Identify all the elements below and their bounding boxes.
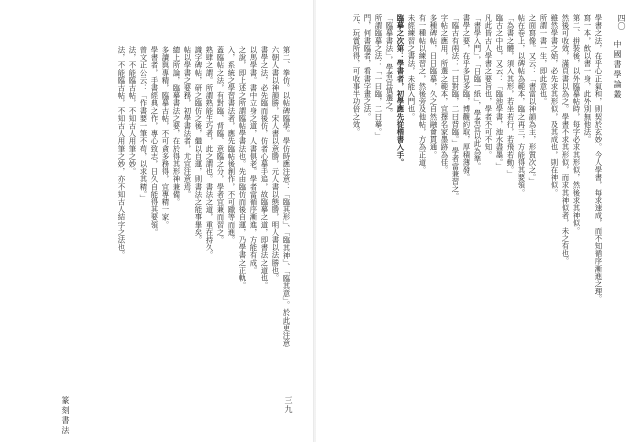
left-page-number: 三九 (284, 396, 293, 414)
text-column: 所謂臨摹之法：「一曰臨，二曰摹。」 (374, 14, 383, 140)
text-column: 以馬學書。書中立身之道，人書俱老。學者當循序漸進，方能有成。 (249, 46, 258, 274)
text-column: 多讀與專精，臨摹古帖，不可貪多務得，宜專精一家。 (161, 46, 170, 229)
right-page-number: 四〇 (617, 14, 626, 30)
text-column: 之面寫像。又云：「書當以神韻為主，形質次之。」 (528, 14, 537, 186)
text-column: 「臨古有兩法：一曰對臨，二曰背臨。」學者當兼習之。 (451, 14, 460, 201)
text-column: 第二、拳仿。以帖碑臨學。學仿時應注意：「臨其形」、「臨其神」、「臨其意」。於此更注意 (282, 46, 291, 347)
left-page (0, 0, 314, 442)
text-column: 入，系統之學習書法者，應先臨帖後創作，不可躐等而進。 (227, 46, 236, 244)
text-column: 未經練習之書法，未能入門也。 (407, 14, 416, 121)
text-column: 法，不能臨古帖，不知古人用筆之妙。 (128, 46, 137, 176)
text-column: 「臨摹書法」，學者宜慎選之。 (385, 14, 394, 117)
text-column: 帖以學書之要務，初學書法者，尤宜注意焉。 (183, 46, 192, 198)
text-column: 臨古之中也，又云：「臨池學書，池水盡墨。」 (495, 14, 504, 170)
text-column: 熟肆之謂。所謂熟能生巧者，此之謂也。書法之道，重在持久。 (205, 46, 214, 259)
text-column: 帖在卷上，以碑帖為範本，臨之再三，方能得其要領。 (517, 14, 526, 197)
text-column: 蓋臨帖之法，有對臨、背臨、意臨之分，學者宜兼而習之。 (216, 46, 225, 244)
text-column: 曾文正公云：「作書要一筆不苟，以求其精。」 (139, 46, 148, 202)
text-column: 六朝人書以神韻勝，宋人書以意勝，元人書以態勝，明人書以法勝也。 (271, 46, 280, 282)
right-page (316, 0, 630, 442)
text-column: 第二、拼裝後，以外臨摹帖時，每字必求其形似，然後求其神似。 (572, 14, 581, 235)
text-column: 雖然學書之始，必先求其形似，及其成也，則在神似。 (550, 14, 559, 197)
text-column: 書學之法，必先臨而後仿，仿者心摹手追，故臨摹之道，即書法之道也。 (260, 46, 269, 290)
text-column: 凡此皆古人學書之要旨也，學者不可不知。 (484, 14, 493, 159)
text-column: 「書學入門」，「日臨一紙」，學者宜以此為準。 (473, 14, 482, 171)
text-column: 法，不能臨古帖，不知古人用筆之妙，亦不知古人結字之法也。 (117, 46, 126, 259)
text-column: 總上所論，臨摹書法之要，在於得其形神兼備。 (172, 46, 181, 206)
left-folio-title: 篆刻書法 (61, 396, 70, 436)
text-column: 所謂一書一生，即此意也。 (539, 14, 548, 106)
text-column: 寫一本，飲以書一身，此外別無他法。 (583, 14, 592, 144)
text-column: 之說，即上述之所謂臨帖學書法也。先由臨仿而後自運，乃學書之正軌。 (238, 46, 247, 290)
text-column: 「為書之體，須入其形，若坐若行，若飛若動。」 (506, 14, 515, 178)
text-column: 多種碑帖，日日臨摹，久之自然融會貫通。 (429, 14, 438, 159)
text-column: 元、玩賞所得，可收事半功倍之效。 (352, 14, 361, 136)
text-column: 書學之要，在乎多見多臨，博觀約取，厚積薄發。 (462, 14, 471, 182)
text-column: 有一種帖以練習之，然後旁及他帖，方為正道。 (418, 14, 427, 174)
text-column: 學書者，手書經典之作，專心致志，日久自能得其要領。 (150, 46, 159, 236)
text-column: 臨摹之次第：學書者，初學應先從楷書入手。 (396, 14, 405, 166)
text-column: 學書之法，在乎心正氣和，則契於玄妙。今人學書，每求速成，而不知循序漸進之理。 (594, 14, 603, 303)
text-column: 然後可收效，滿頁書以為之。學書不求其形似，而求其神似者，未之有也。 (561, 14, 570, 265)
left-page-text (16, 46, 292, 386)
text-column: 識字碑帖，研之臨仿之後，繼以自運，則書法之能事畢矣。 (194, 46, 203, 244)
text-column: 門，何書臨者，看書字畫之法。 (363, 14, 372, 121)
text-column: 字帖之應用，所選之範本，宜擇名家墨跡為佳。 (440, 14, 449, 174)
right-folio-title: 中國書學論叢 (613, 40, 622, 100)
right-page-text (336, 14, 604, 384)
